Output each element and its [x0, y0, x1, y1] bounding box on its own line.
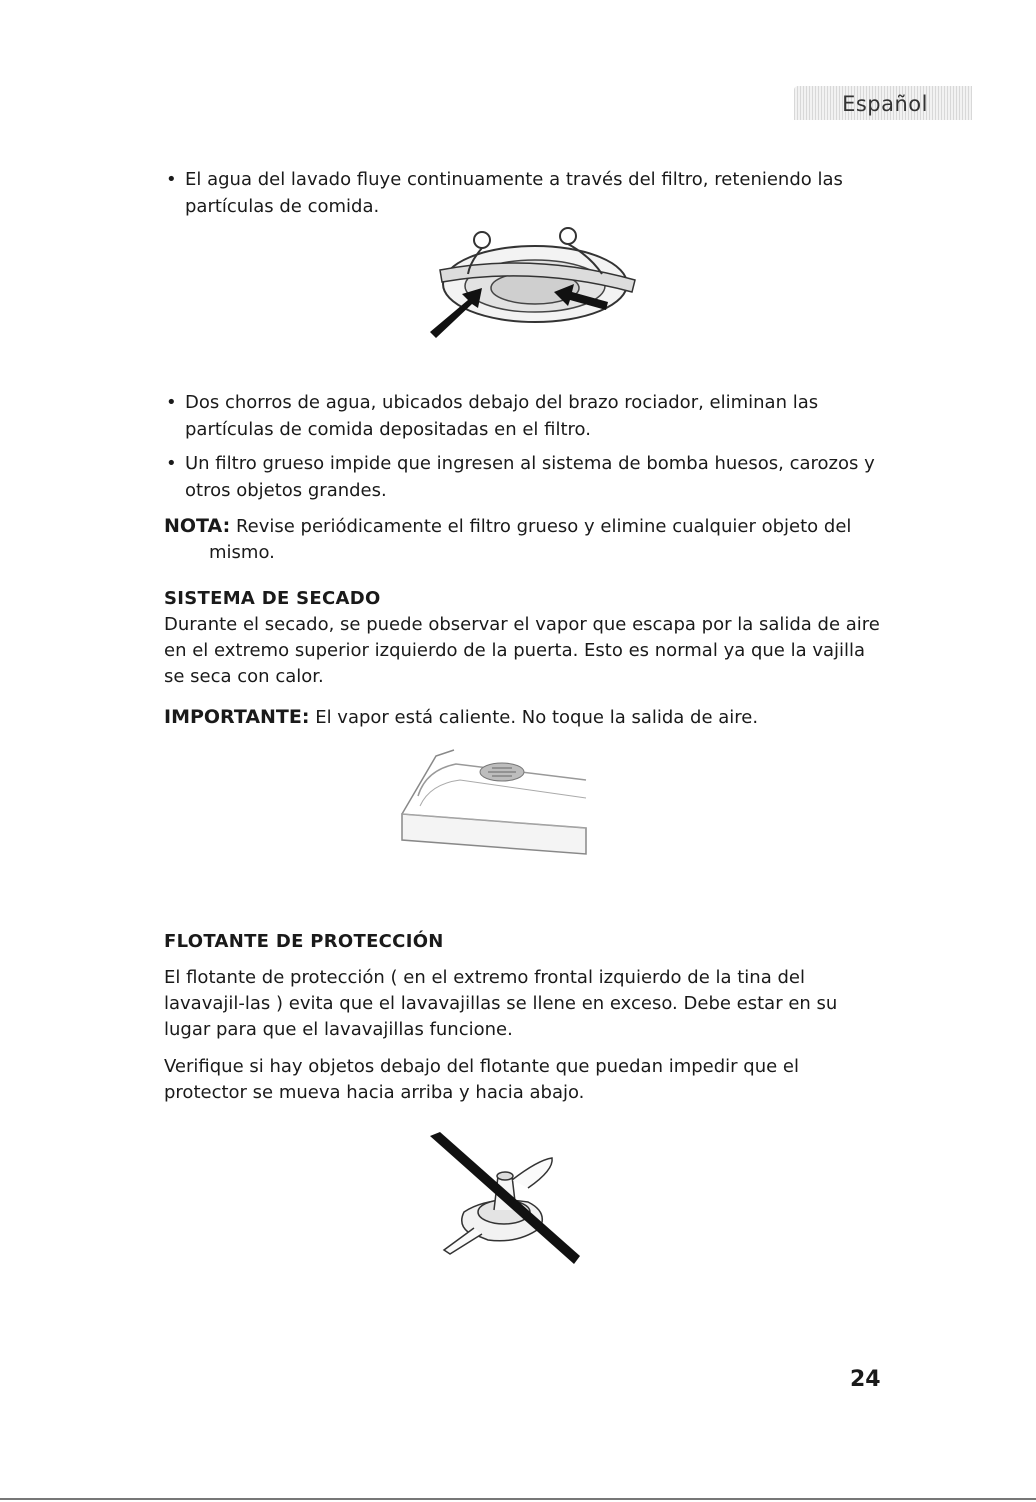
section-heading-float: FLOTANTE DE PROTECCIÓN	[164, 931, 444, 952]
language-tab-label: Español	[842, 92, 928, 116]
air-vent-illustration	[396, 740, 592, 858]
note-label: NOTA:	[164, 515, 231, 537]
bottom-rule	[0, 1498, 1036, 1500]
bullet-icon: •	[166, 453, 177, 474]
bullet-icon: •	[166, 169, 177, 190]
float-paragraph-2: Verifique si hay objetos debajo del flotante que puedan impedir que el protector se mueva hacia arriba y hacia abajo.	[164, 1056, 799, 1103]
list-item-text: Dos chorros de agua, ubicados debajo del brazo rociador, eliminan las partículas de comida depositadas en el filtro.	[185, 392, 819, 440]
list-item	[166, 166, 886, 220]
list-item-text: El agua del lavado fluye continuamente a través del filtro, reteniendo las partículas de comida.	[185, 169, 843, 217]
important-paragraph	[164, 704, 884, 731]
important-text: El vapor está caliente. No toque la salida de aire.	[315, 707, 759, 728]
list-item-text: Un filtro grueso impide que ingresen al sistema de bomba huesos, carozos y otros objetos grandes.	[185, 453, 875, 501]
page-number: 24	[850, 1367, 881, 1392]
note-paragraph	[164, 513, 884, 566]
float-illustration	[428, 1132, 588, 1266]
important-label: IMPORTANTE:	[164, 706, 310, 728]
filter-illustration	[420, 222, 650, 344]
note-line-1: Revise periódicamente el filtro grueso y elimine cualquier objeto del	[235, 516, 852, 537]
bullet-icon: •	[166, 392, 177, 413]
section-heading-drying: SISTEMA DE SECADO	[164, 588, 381, 609]
drying-paragraph: Durante el secado, se puede observar el vapor que escapa por la salida de aire en el extremo superior izquierdo de la puerta. Esto es normal ya que la vajilla se seca con calor.	[164, 614, 880, 687]
language-tab	[794, 86, 972, 120]
list-item	[166, 389, 886, 443]
list-item	[166, 450, 886, 504]
float-paragraph-1: El flotante de protección ( en el extremo frontal izquierdo de la tina del lavavajil-las ) evita que el lavavajillas se llene en exceso. Debe estar en su lugar para que el lavavajillas funcione.	[164, 967, 838, 1040]
note-line-2: mismo.	[209, 542, 275, 563]
